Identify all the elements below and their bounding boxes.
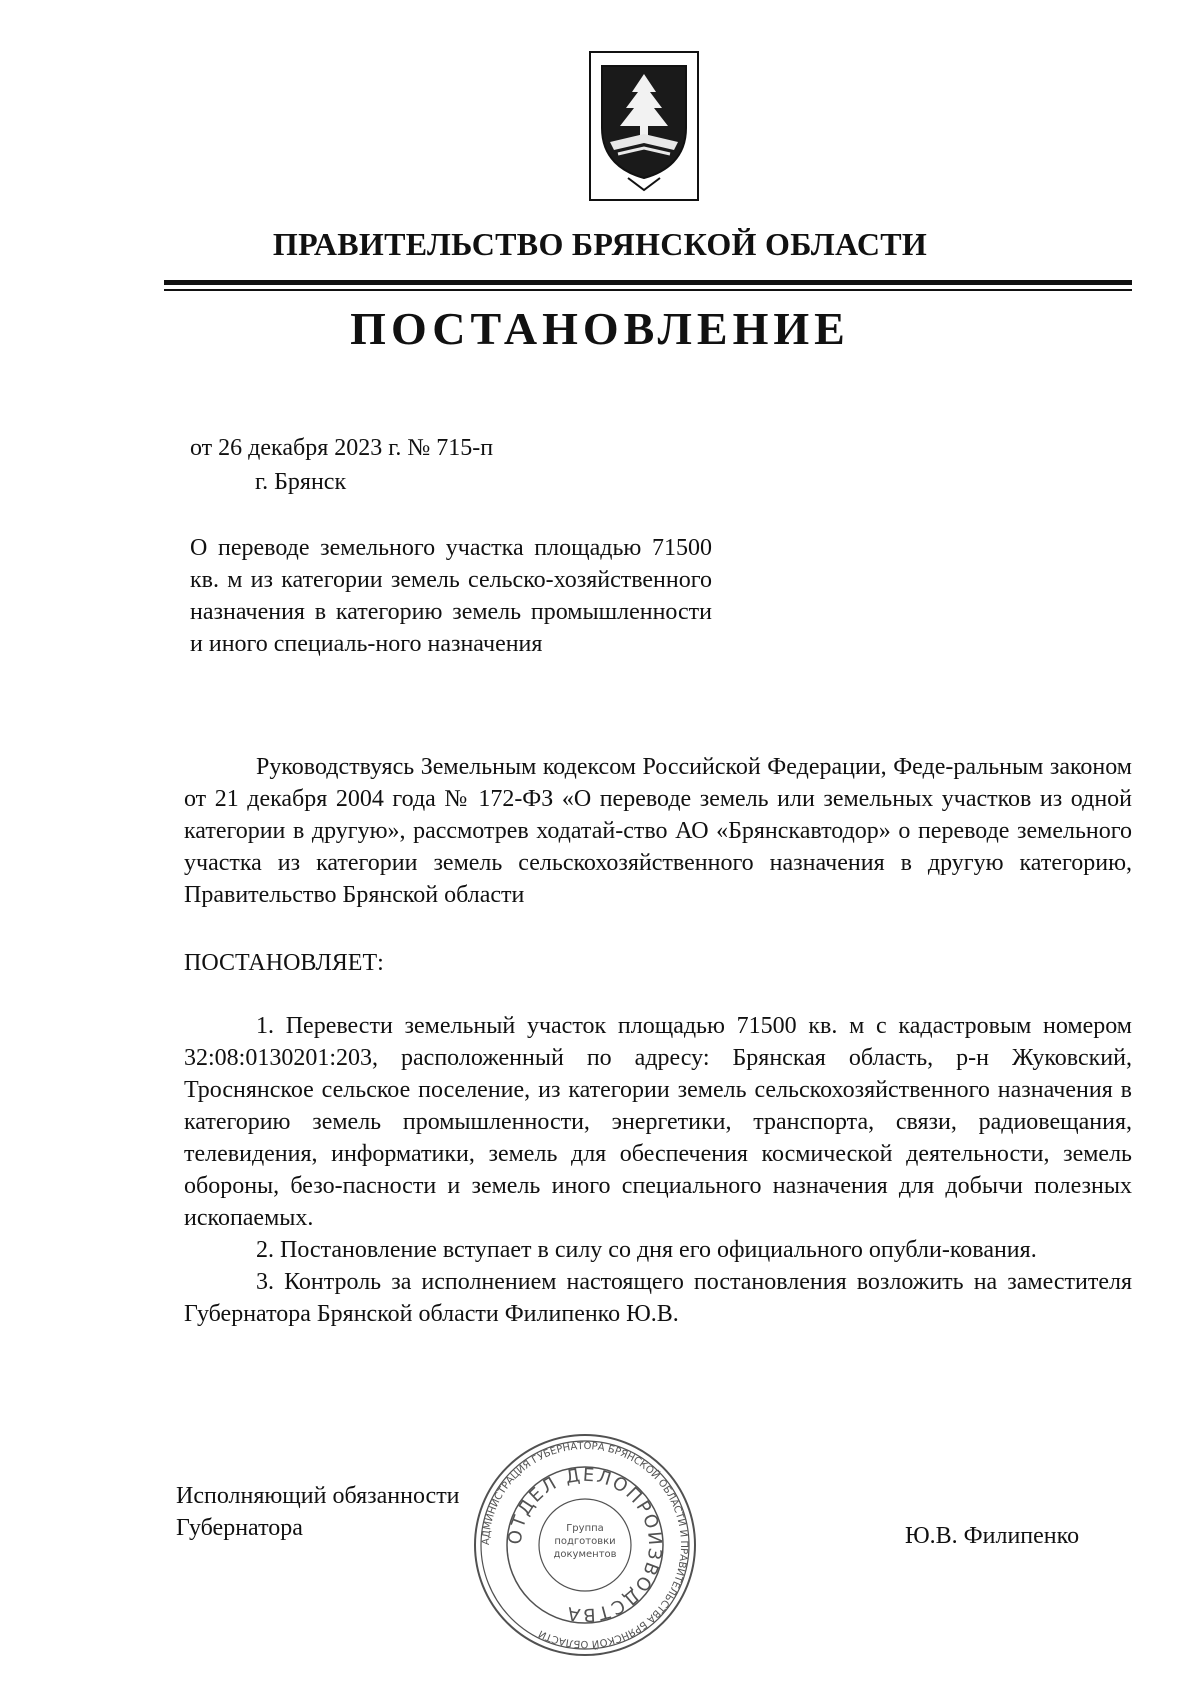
header-rule-thin: [164, 289, 1132, 291]
document-type: ПОСТАНОВЛЕНИЕ: [350, 303, 850, 354]
items-block: [184, 1010, 1132, 1330]
organization-title: ПРАВИТЕЛЬСТВО БРЯНСКОЙ ОБЛАСТИ: [272, 226, 928, 262]
city: г. Брянск: [255, 469, 347, 495]
official-stamp: [470, 1430, 700, 1660]
resolves-heading: ПОСТАНОВЛЯЕТ:: [184, 950, 384, 976]
coat-of-arms-emblem: [588, 50, 700, 202]
stamp-center-text: Группа подготовки документов: [553, 1523, 617, 1560]
item-1: 1. Перевести земельный участок площадью 71500 кв. м с кадастровым номером 32:08:0130201:203, расположенный по адресу: Брянская область, р-н Жуковский, Троснянское сельское поселение, из категории земель сельскохозяйственного назначения в категорию земель промышленности, энергетики, транспорта, связи, радиовещания, телевидения, информатики, земель для обеспечения космической деятельности, земель обороны, безо-пасности и земель иного специального назначения для добычи полезных ископаемых.: [184, 1013, 1132, 1231]
signatory-name: Ю.В. Филипенко: [905, 1523, 1080, 1549]
stamp-outer-text: АДМИНИСТРАЦИЯ ГУБЕРНАТОРА БРЯНСКОЙ ОБЛАСТИ И ПРАВИТЕЛЬСТВА БРЯНСКОЙ ОБЛАСТИ: [480, 1440, 690, 1650]
stamp-ring-text: ОТДЕЛ ДЕЛОПРОИЗВОДСТВА: [504, 1464, 666, 1626]
document-subject: О переводе земельного участка площадью 71500 кв. м из категории земель сельско-хозяйственного назначения в категорию земель промышленности и иного специаль-ного назначения: [190, 535, 712, 657]
signatory-role: Исполняющий обязанности Губернатора: [176, 1483, 460, 1541]
header-rule-thick: [164, 280, 1132, 285]
preamble-paragraph: Руководствуясь Земельным кодексом Российской Федерации, Феде-ральным законом от 21 декабря 2004 года № 172-ФЗ «О переводе земель или земельных участков из одной категории в другую», рассмотрев ходатай-ство АО «Брянскавтодор» о переводе земельного участка из категории земель сельскохозяйственного назначения в другую категорию, Правительство Брянской области: [184, 754, 1132, 908]
item-3: 3. Контроль за исполнением настоящего постановления возложить на заместителя Губернатора Брянской области Филипенко Ю.В.: [184, 1269, 1132, 1327]
preamble-block: [184, 751, 1132, 911]
item-2: 2. Постановление вступает в силу со дня его официального опубли-кования.: [256, 1237, 1037, 1263]
date-number: от 26 декабря 2023 г. № 715-п: [190, 435, 494, 461]
